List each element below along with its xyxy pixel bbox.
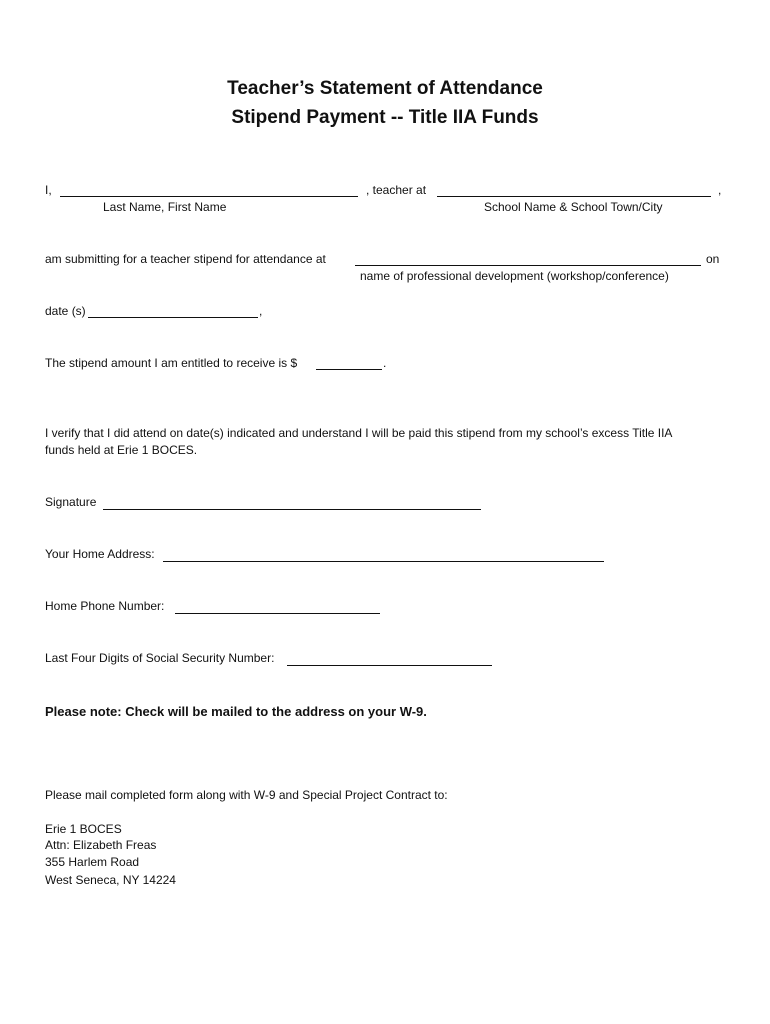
address-field-line[interactable]	[163, 561, 604, 562]
address-label: Your Home Address:	[45, 547, 155, 561]
pd-field-line[interactable]	[355, 265, 701, 266]
date-suffix: ,	[259, 304, 263, 318]
verify-line-2: funds held at Erie 1 BOCES.	[45, 443, 198, 457]
mail-instruction: Please mail completed form along with W-9 and Special Project Contract to:	[45, 788, 448, 802]
caption-school: School Name & School Town/City	[484, 200, 663, 214]
row2-suffix: on	[706, 252, 720, 266]
phone-field-line[interactable]	[175, 613, 380, 614]
address-line: 355 Harlem Road	[45, 855, 140, 869]
w9-note: Please note: Check will be mailed to the address on your W-9.	[45, 704, 427, 719]
row1-prefix: I,	[45, 183, 52, 197]
stipend-field-line[interactable]	[316, 369, 382, 370]
date-label: date (s)	[45, 304, 86, 318]
address-line: West Seneca, NY 14224	[45, 873, 176, 887]
stipend-label: The stipend amount I am entitled to receive is $	[45, 356, 298, 370]
address-line: Erie 1 BOCES	[45, 822, 122, 836]
address-line: Attn: Elizabeth Freas	[45, 838, 157, 852]
caption-pd: name of professional development (workshop/conference)	[360, 269, 669, 283]
ssn-field-line[interactable]	[287, 665, 492, 666]
signature-label: Signature	[45, 495, 97, 509]
school-field-line[interactable]	[437, 196, 711, 197]
row2-text: am submitting for a teacher stipend for attendance at	[45, 252, 326, 266]
ssn-label: Last Four Digits of Social Security Number:	[45, 651, 275, 665]
date-field-line[interactable]	[88, 317, 258, 318]
row1-teacher-at: , teacher at	[366, 183, 427, 197]
row1-suffix: ,	[718, 183, 722, 197]
title-line-1: Teacher’s Statement of Attendance	[227, 78, 543, 99]
verify-line-1: I verify that I did attend on date(s) indicated and understand I will be paid this stipend from my school’s excess Title IIA	[45, 426, 673, 440]
phone-label: Home Phone Number:	[45, 599, 165, 613]
title-line-2: Stipend Payment -- Title IIA Funds	[231, 107, 539, 128]
stipend-suffix: .	[383, 356, 387, 370]
signature-field-line[interactable]	[103, 509, 481, 510]
name-field-line[interactable]	[60, 196, 358, 197]
caption-name: Last Name, First Name	[103, 200, 227, 214]
